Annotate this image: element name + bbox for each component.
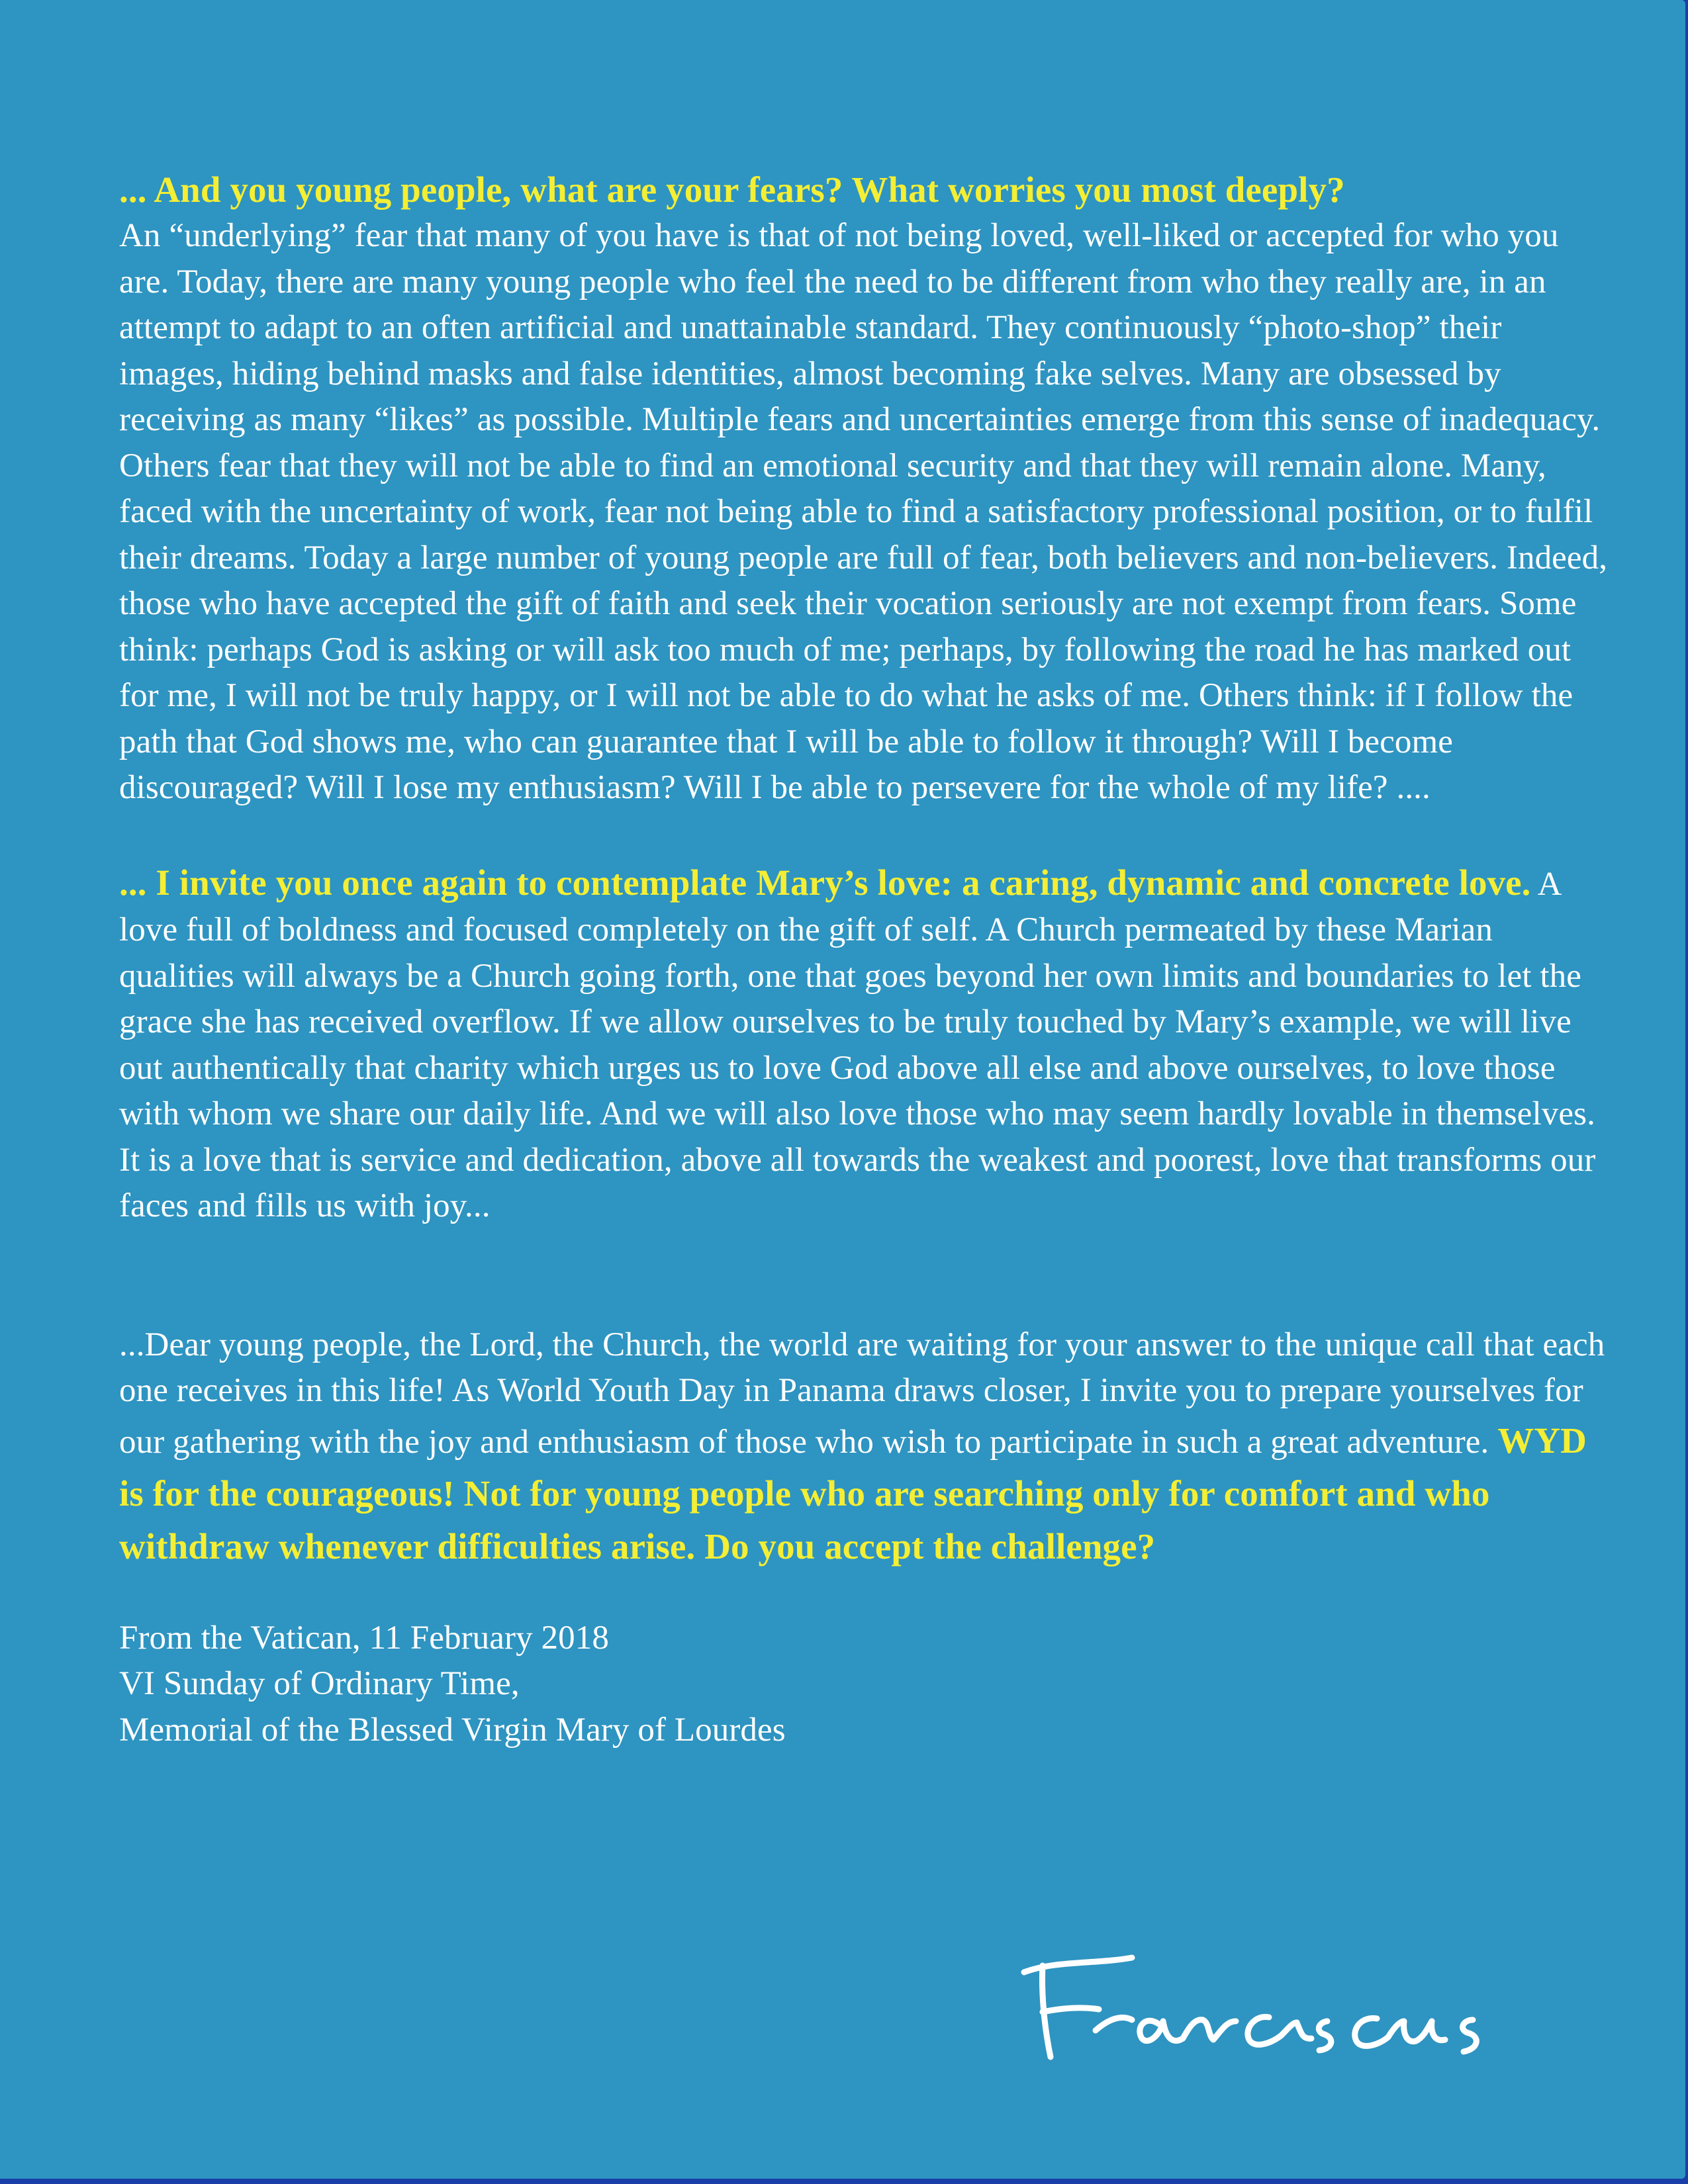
closing-block [119,1615,1609,1754]
marys-love-highlight: ... I invite you once again to contemplate Mary’s love: a caring, dynamic and concrete love. [119,862,1531,903]
fears-body: An “underlying” fear that many of you have is that of not being loved, well-liked or accepted for who you are. Today, there are many young people who feel the need to be different from who they really are, in an attempt to adapt to an often artificial and unattainable standard. They continuously “photo-shop” their images, hiding behind masks and false identities, almost becoming fake selves. Many are obsessed by receiving as many “likes” as possible. Multiple fears and uncertainties emerge from this sense of inadequacy. Others fear that they will not be able to find an emotional security and that they will remain alone. Many, faced with the uncertainty of work, fear not being able to find a satisfactory professional position, or to fulfil their dreams. Today a large number of young people are full of fear, both believers and non-believers. Indeed, those who have accepted the gift of faith and seek their vocation seriously are not exempt from fears. Some think: perhaps God is asking or will ask too much of me; perhaps, by following the road he has marked out for me, I will not be truly happy, or I will not be able to do what he asks of me. Others think: if I follow the path that God shows me, who can guarantee that I will be able to follow it through? Will I become discouraged? Will I lose my enthusiasm? Will I be able to persevere for the whole of my life? .... [119,217,1608,806]
wyd-body: ...Dear young people, the Lord, the Church, the world are waiting for your answer to the unique call that each one receives in this life! As World Youth Day in Panama draws closer, I invite you to prepare yourselves for our gathering with the joy and enthusiasm of those who wish to participate in such a great adventure. [119,1326,1605,1461]
liturgical-day: VI Sunday of Ordinary Time, [119,1665,520,1702]
paragraph-wyd [119,1322,1609,1573]
memorial-line: Memorial of the Blessed Virgin Mary of Lourdes [119,1711,786,1749]
fears-heading: ... And you young people, what are your fears? What worries you most deeply? [119,169,1345,210]
signature-franciscus [1016,1946,1519,2071]
paragraph-fears [119,167,1609,811]
paragraph-marys-love [119,862,1609,1230]
marys-love-body: A love full of boldness and focused completely on the gift of self. A Church permeated by these Marian qualities will always be a Church going forth, one that goes beyond her own limits and boundaries to let the grace she has received overflow. If we allow ourselves to be truly touched by Mary’s example, we will live out authentically that charity which urges us to love God above all else and above ourselves, to love those with whom we share our daily life. And we will also love those who may seem hardly lovable in themselves. It is a love that is service and dedication, above all towards the weakest and poorest, love that transforms our faces and fills us with joy... [119,865,1596,1224]
place-date: From the Vatican, 11 February 2018 [119,1619,609,1657]
letter-content [119,167,1609,1753]
wyd-highlight: WYD is for the courageous! Not for young people who are searching only for comfort and who withdraw whenever difficulties arise. Do you accept the challenge? [119,1420,1587,1567]
